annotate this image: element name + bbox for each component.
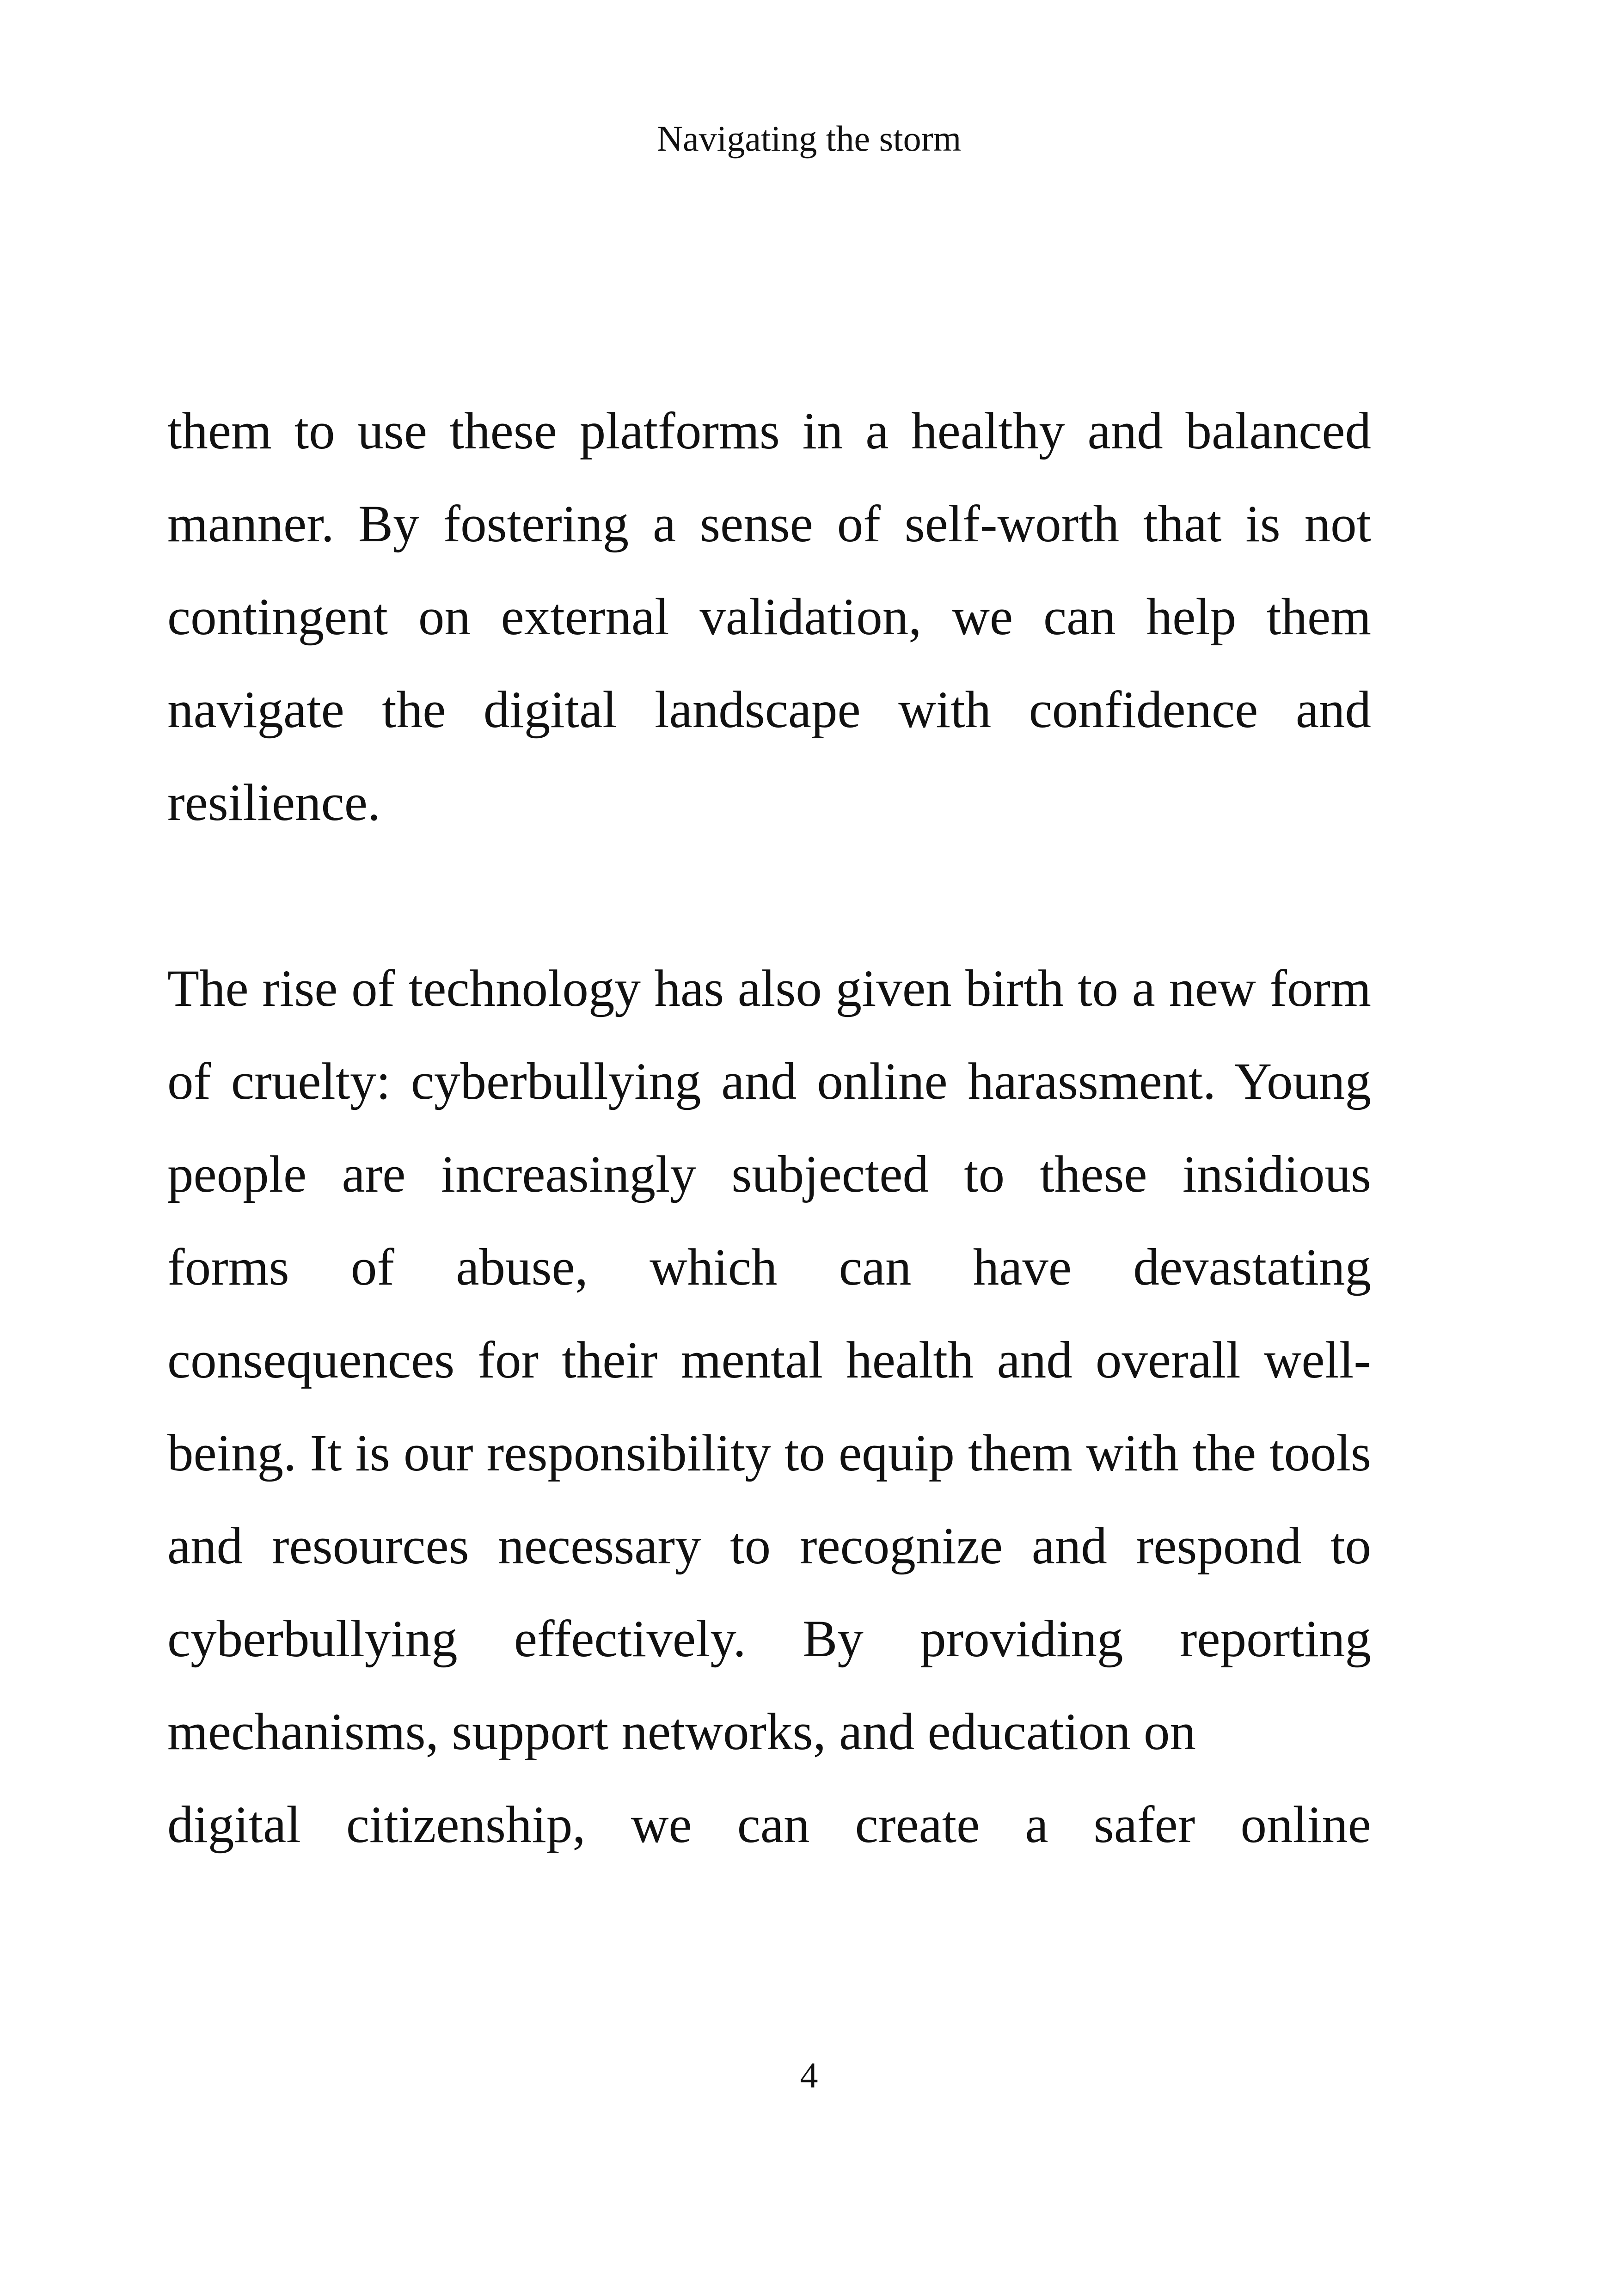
word: safer [1093,1796,1195,1854]
paragraph-spacer [167,849,1371,942]
page-number: 4 [800,2055,818,2095]
word: we [631,1796,692,1854]
word: citizenship, [346,1796,586,1854]
running-header: Navigating the storm [656,118,962,159]
word: online [1240,1796,1371,1854]
word: digital [167,1796,301,1854]
body-text [167,385,1371,1871]
paragraph: The rise of technology has also given birth to a new form of cruelty: cyberbullying and online harassment. Young people are increasingly subjected to these insidious forms of abuse, which can have devastating consequences for their mental health and overall well-being. It is our responsibility to equip them with the tools and resources necessary to recognize and respond to cyberbullying effectively. By providing reporting mechanisms, support networks, and education on [167,960,1371,1761]
word: can [737,1796,810,1854]
word: create [855,1796,980,1854]
paragraph-continued-line [167,1778,1371,1871]
paragraph: them to use these platforms in a healthy and balanced manner. By fostering a sense of self-worth that is not contingent on external validation, we can help them navigate the digital landscape with confidence and resilience. [167,402,1371,832]
word: a [1025,1796,1048,1854]
